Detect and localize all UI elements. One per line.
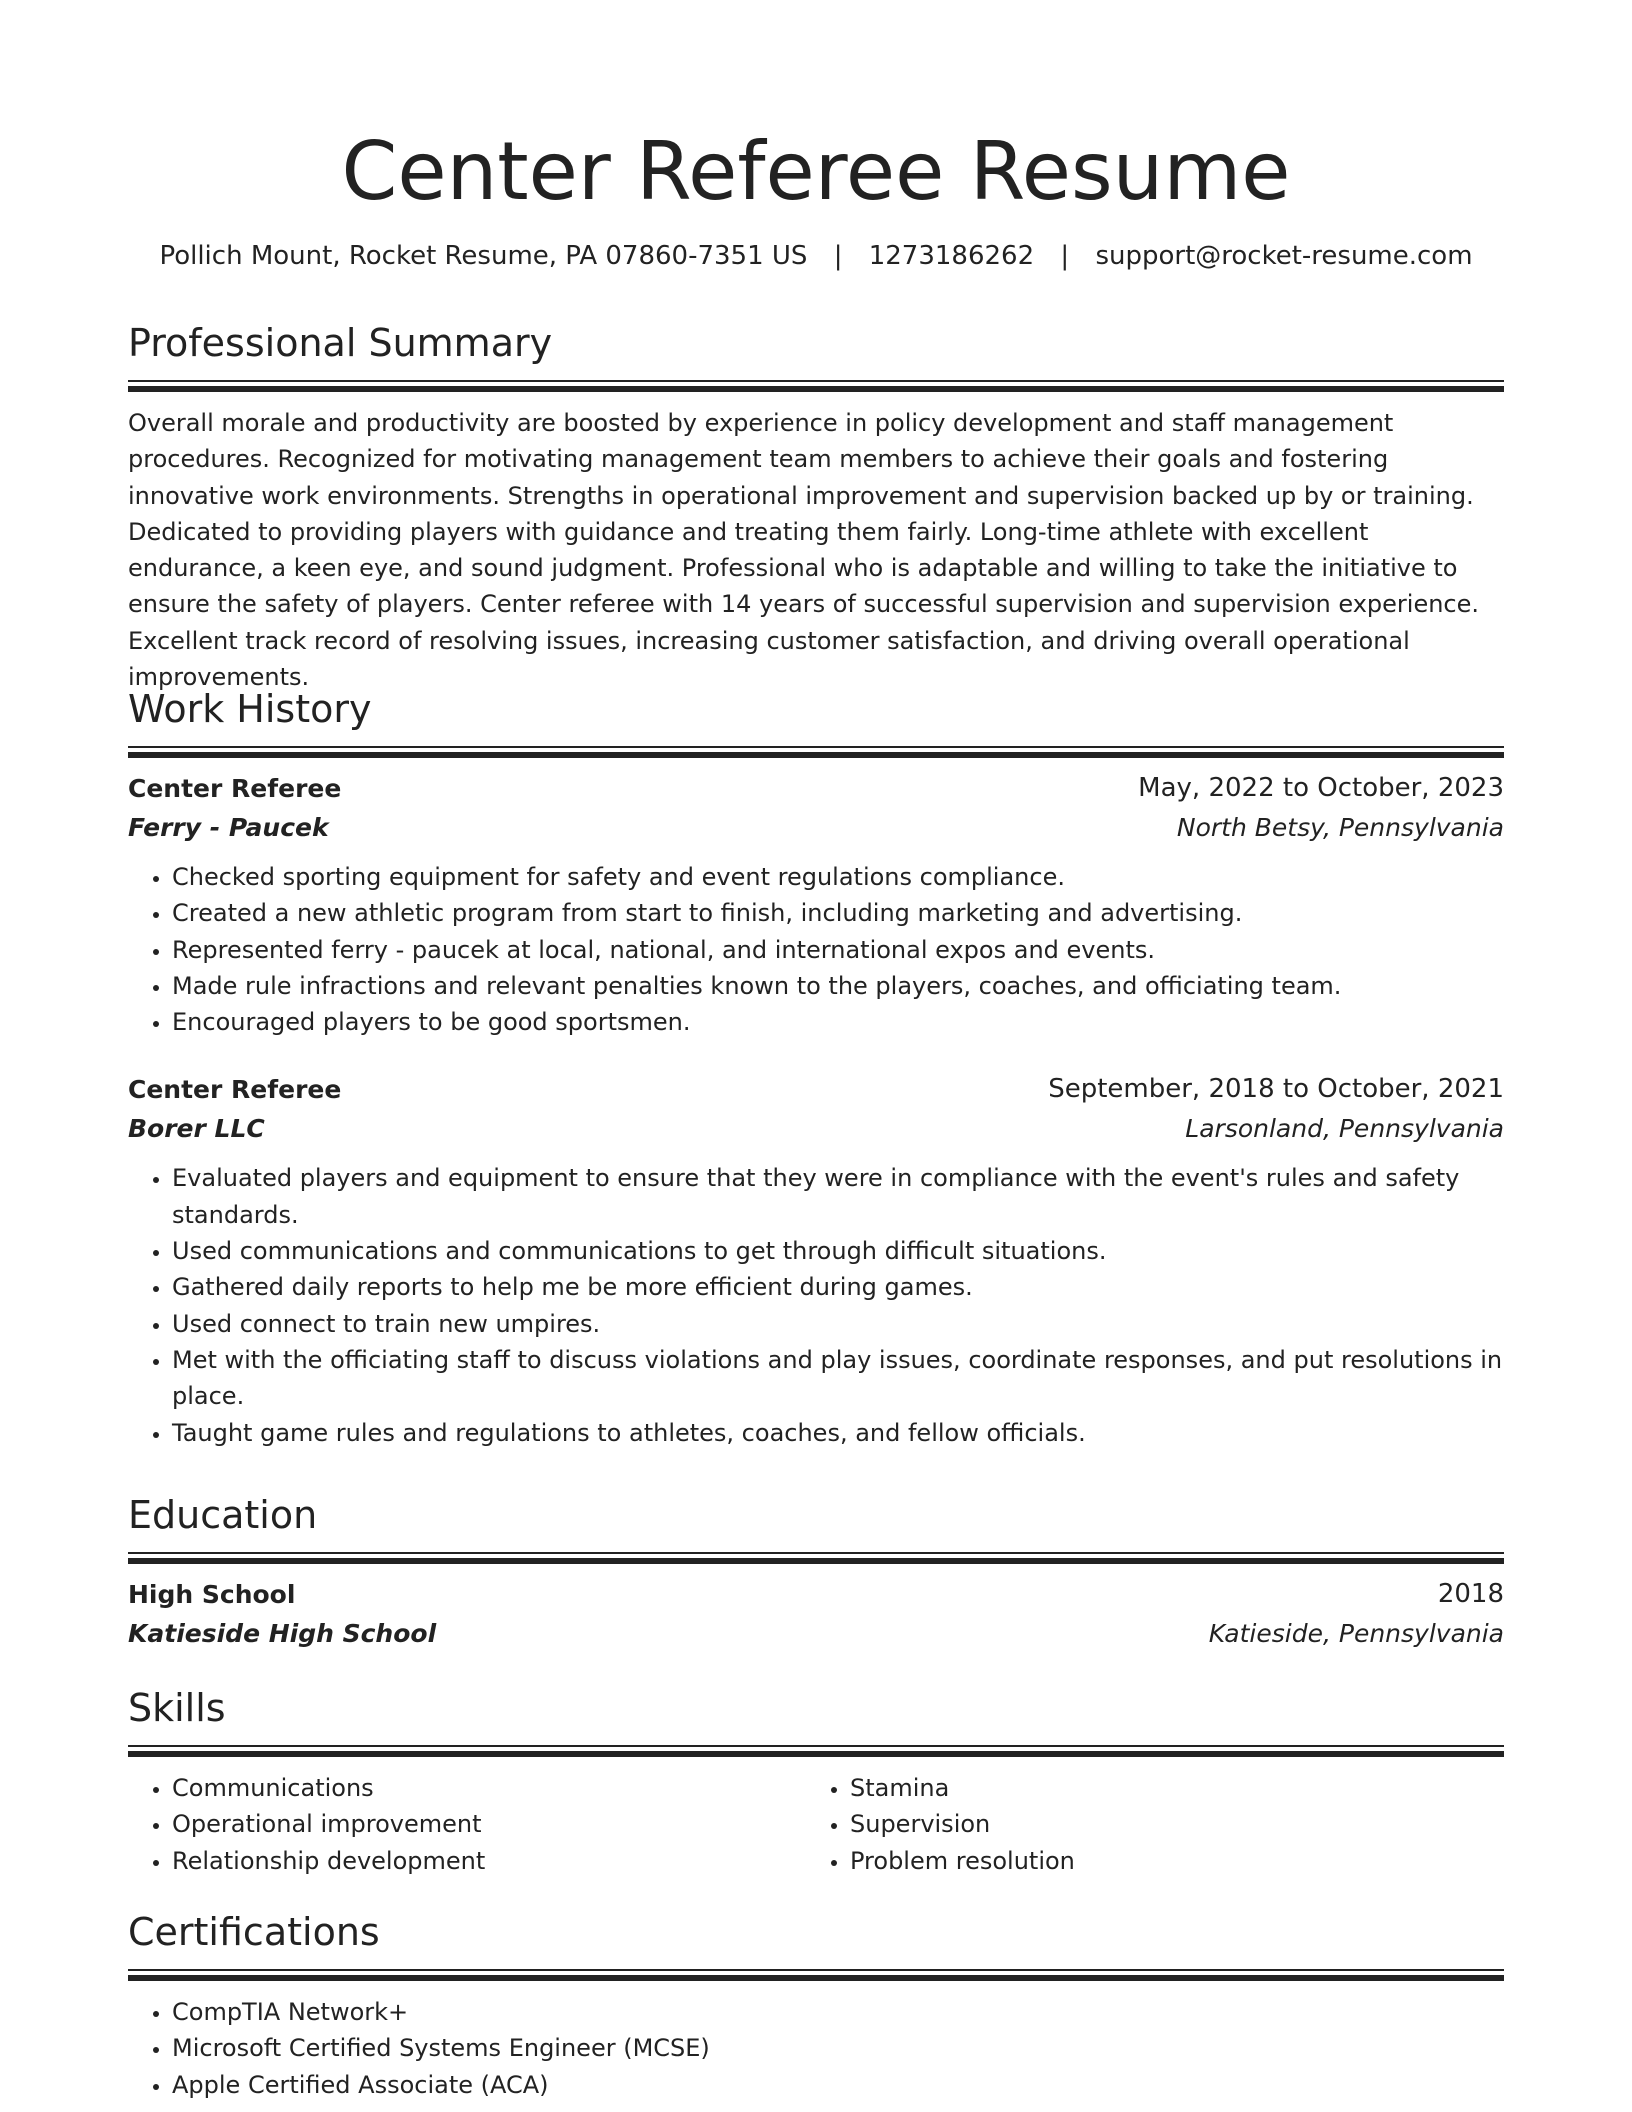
section-divider	[128, 1552, 1504, 1565]
list-item: • Checked sporting equipment for safety and event regulations compliance.	[172, 859, 1504, 895]
job-bullets	[128, 1160, 1504, 1450]
certifications-list	[128, 1994, 1504, 2103]
list-item: • Microsoft Certified Systems Engineer (MCSE)	[172, 2030, 1504, 2066]
list-item: • Relationship development	[172, 1843, 806, 1879]
skills-left-list	[128, 1770, 806, 1879]
resume-title: Center Referee Resume	[341, 125, 1291, 218]
job-title: Center Referee	[128, 774, 342, 803]
list-item: • Operational improvement	[172, 1806, 806, 1842]
job-dates: May, 2022 to October, 2023	[1138, 773, 1504, 803]
list-item: • Met with the officiating staff to discuss violations and play issues, coordinate responses, and put resolutions in place.	[172, 1342, 1504, 1415]
skills-section	[128, 1683, 1504, 1879]
list-item: • Created a new athletic program from start to finish, including marketing and advertising.	[172, 895, 1504, 931]
contact-separator: |	[1060, 241, 1070, 271]
contact-line	[128, 238, 1504, 274]
section-divider	[128, 1969, 1504, 1982]
section-heading: Education	[128, 1493, 318, 1537]
education-header	[128, 1575, 1504, 1614]
contact-email: support@rocket-resume.com	[1095, 241, 1473, 271]
list-item: • Communications	[172, 1770, 806, 1806]
section-divider	[128, 746, 1504, 759]
job-header	[128, 769, 1504, 808]
contact-phone: 1273186262	[868, 241, 1035, 271]
education-section	[128, 1490, 1504, 1653]
list-item: • Supervision	[850, 1806, 1484, 1842]
list-item: • Evaluated players and equipment to ensure that they were in compliance with the event's rules and safety standards.	[172, 1160, 1504, 1233]
job-subheader	[128, 1109, 1504, 1148]
list-item: • Used communications and communications to get through difficult situations.	[172, 1233, 1504, 1269]
job-company: Ferry - Paucek	[128, 813, 329, 842]
contact-address: Pollich Mount, Rocket Resume, PA 07860-7351 US	[159, 241, 808, 271]
list-item: • Problem resolution	[850, 1843, 1484, 1879]
section-divider	[128, 1745, 1504, 1758]
contact-separator: |	[833, 241, 843, 271]
skills-right-list	[806, 1770, 1484, 1879]
list-item: • Made rule infractions and relevant penalties known to the players, coaches, and officiating team.	[172, 968, 1504, 1004]
education-year: 2018	[1437, 1579, 1504, 1609]
section-divider	[128, 380, 1504, 393]
job-company: Borer LLC	[128, 1114, 265, 1144]
education-degree: High School	[128, 1580, 296, 1609]
summary-text: Overall morale and productivity are boosted by experience in policy development and staff management procedures. Recognized for motivating management team members to achieve their goals and fostering innovative work environments. Strengths in operational improvement and supervision backed up by or training. Dedicated to providing players with guidance and treating them fairly. Long-time athlete with excellent endurance, a keen eye, and sound judgment. Professional who is adaptable and willing to take the initiative to ensure the safety of players. Center referee with 14 years of successful supervision and supervision experience. Excellent track record of resolving issues, increasing customer satisfaction, and driving overall operational improvements.	[128, 409, 1480, 692]
work-history-section	[128, 684, 1504, 1451]
education-school: Katieside High School	[128, 1619, 437, 1648]
list-item: • Encouraged players to be good sportsmen.	[172, 1004, 1504, 1040]
education-subheader	[128, 1614, 1504, 1653]
education-entry	[128, 1575, 1504, 1653]
list-item: • Stamina	[850, 1770, 1484, 1806]
job-location: North Betsy, Pennsylvania	[1176, 813, 1504, 842]
summary-section	[128, 318, 1504, 695]
job-entry	[128, 1070, 1504, 1450]
list-item: • CompTIA Network+	[172, 1994, 1504, 2030]
job-subheader	[128, 808, 1504, 847]
job-bullets	[128, 859, 1504, 1040]
list-item: • Used connect to train new umpires.	[172, 1306, 1504, 1342]
list-item: • Represented ferry - paucek at local, national, and international expos and events.	[172, 932, 1504, 968]
job-dates: September, 2018 to October, 2021	[1048, 1074, 1504, 1105]
certifications-section	[128, 1907, 1504, 2103]
section-heading: Skills	[128, 1686, 226, 1730]
list-item: • Taught game rules and regulations to athletes, coaches, and fellow officials.	[172, 1415, 1504, 1451]
job-entry	[128, 769, 1504, 1040]
section-heading: Work History	[128, 687, 372, 731]
job-title: Center Referee	[128, 1075, 342, 1105]
section-heading: Certifications	[128, 1910, 380, 1954]
job-header	[128, 1070, 1504, 1109]
education-location: Katieside, Pennsylvania	[1208, 1619, 1504, 1648]
job-location: Larsonland, Pennsylvania	[1185, 1114, 1504, 1144]
section-heading: Professional Summary	[128, 321, 553, 365]
list-item: • Apple Certified Associate (ACA)	[172, 2067, 1504, 2103]
list-item: • Gathered daily reports to help me be more efficient during games.	[172, 1269, 1504, 1305]
skills-columns	[128, 1770, 1504, 1879]
